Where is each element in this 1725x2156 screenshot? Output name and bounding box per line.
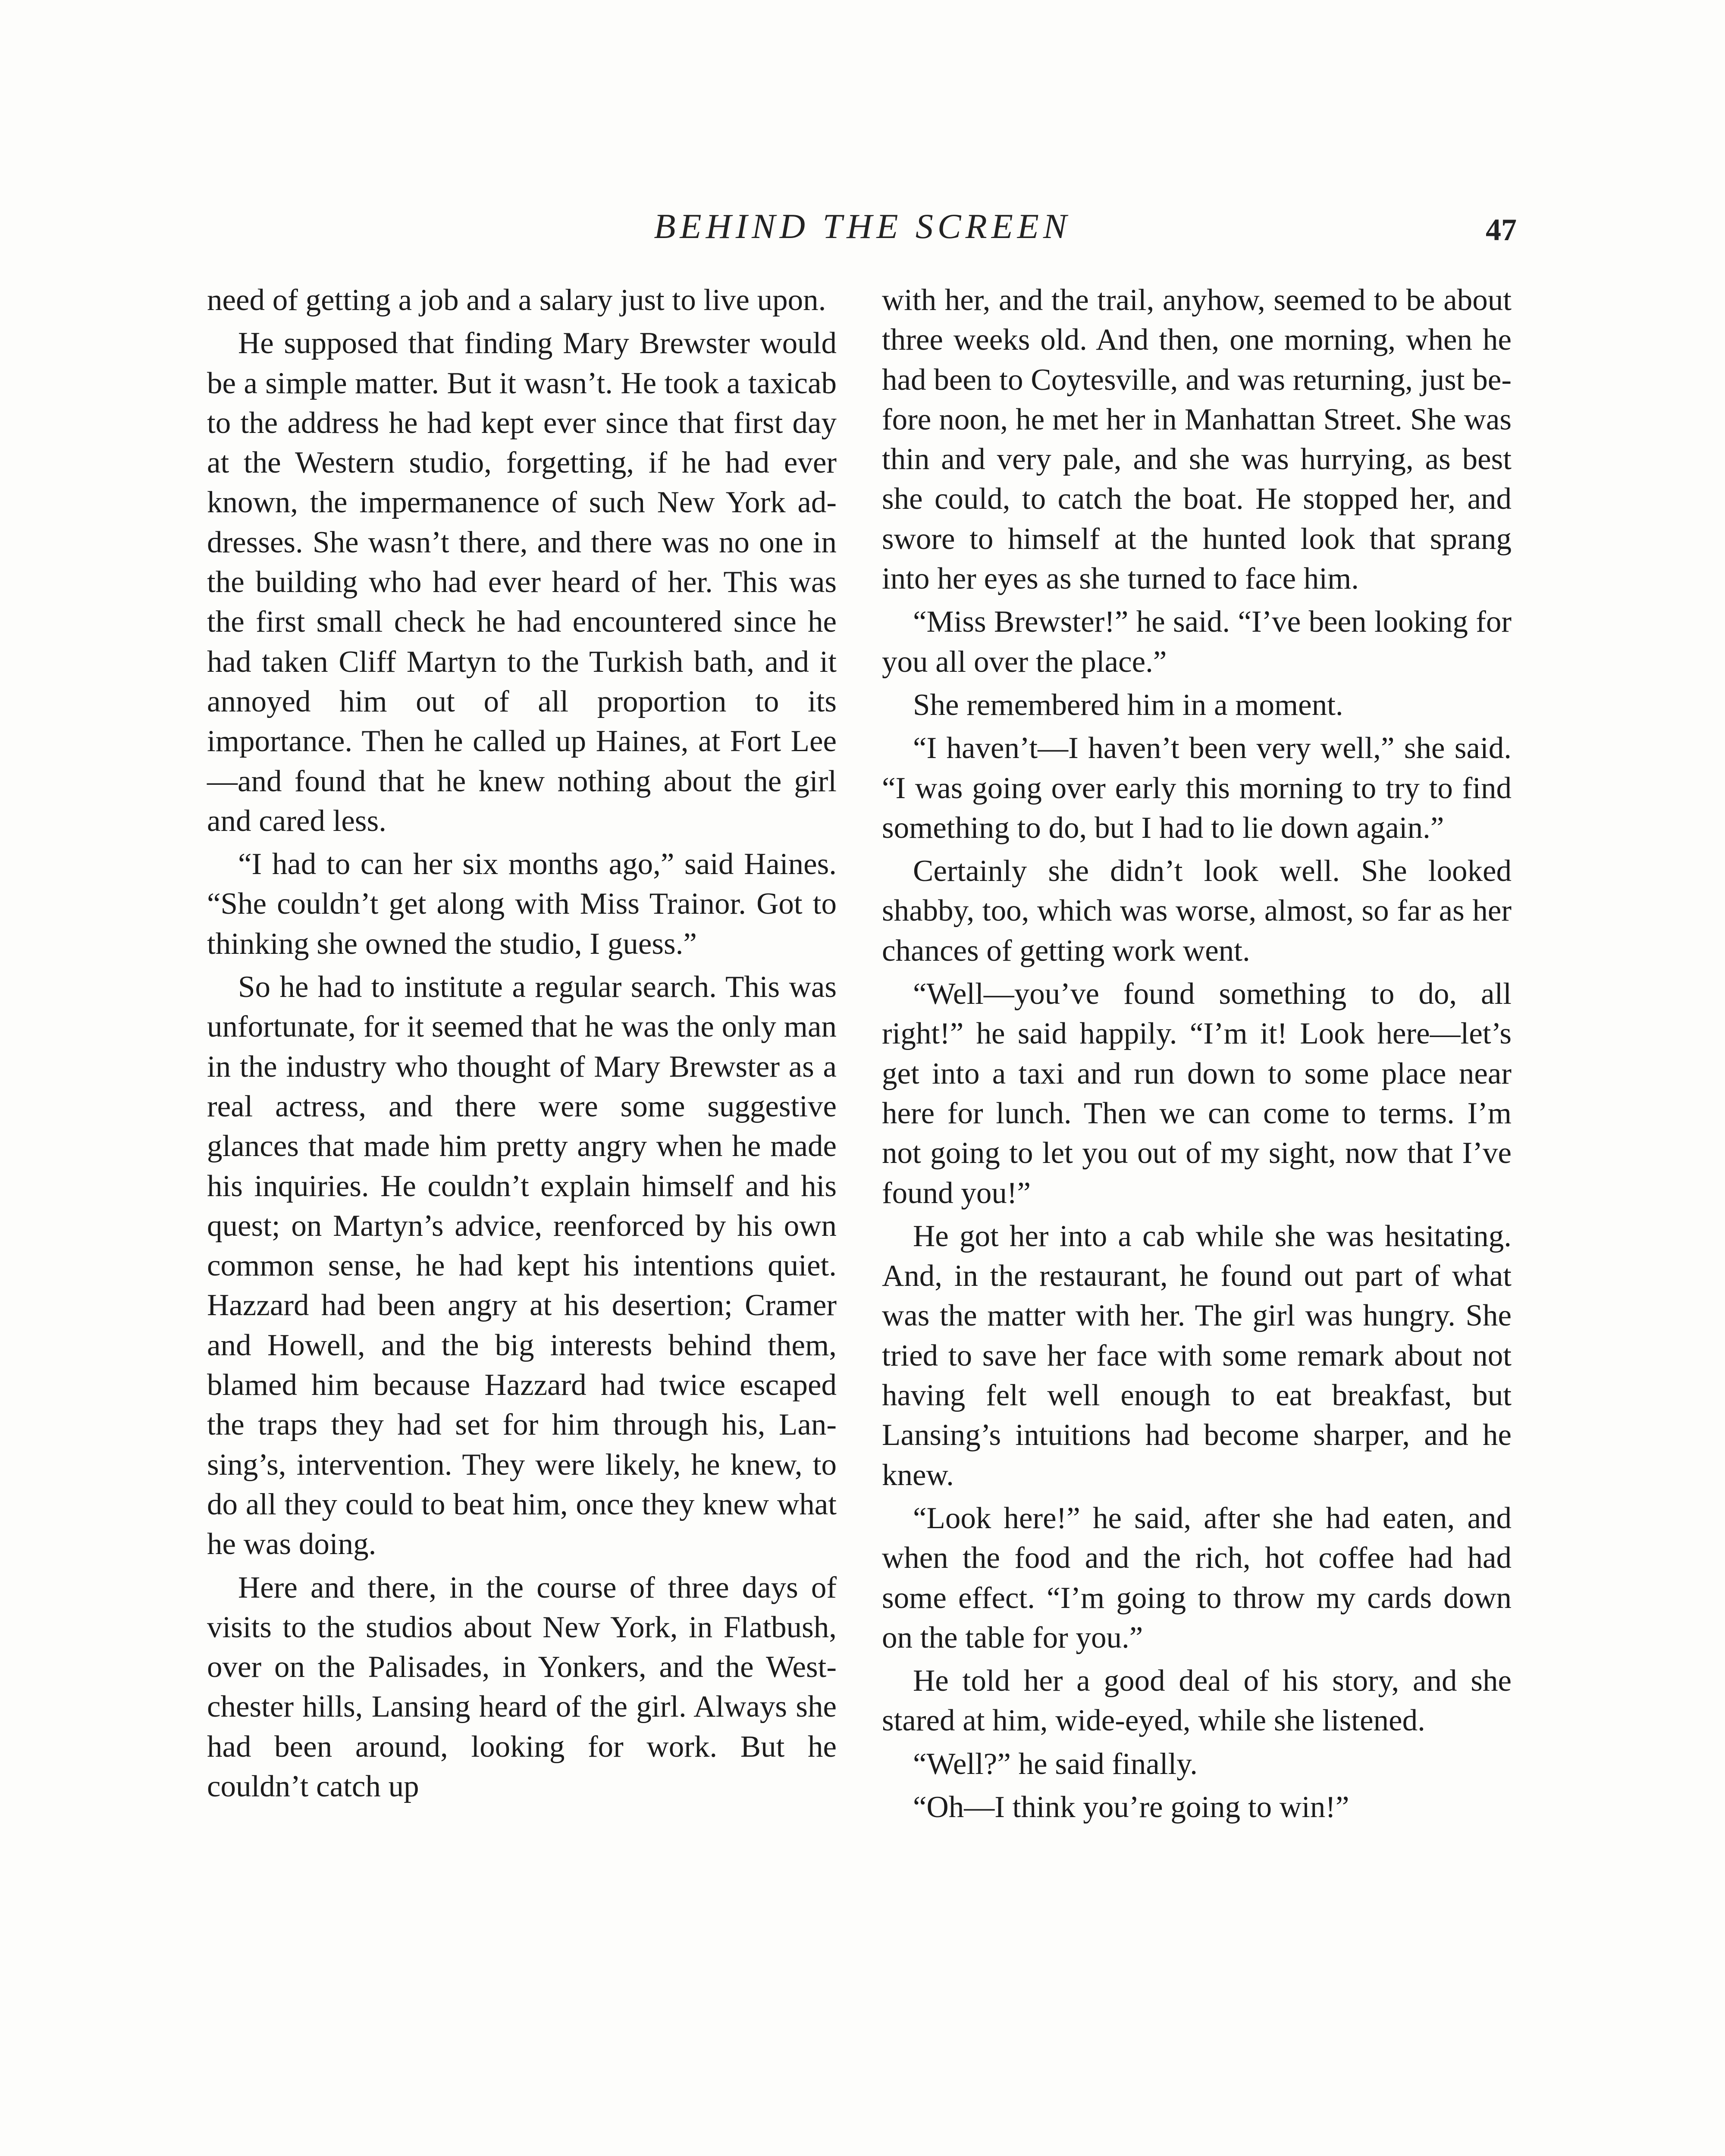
text-column-left [207,280,837,1806]
paragraph: He supposed that finding Mary Brewster would be a simple matter. But it wasn’t. He took a taxicab to the address he had kept ever since that first day at the Western studio, forgetting, if he had ever known, the impermanence of such New York addresses. She wasn’t there, and there was no one in the building who had ever heard of her. This was the first small check he had encountered since he had taken Cliff Martyn to the Turkish bath, and it annoyed him out of all proportion to its importance. Then he called up Haines, at Fort Lee—and found that he knew nothing about the girl and cared less. [207,326,837,838]
paragraph: Certainly she didn’t look well. She looked shabby, too, which was worse, almost, so far as her chances of getting work went. [882,854,1512,968]
paragraph: with her, and the trail, anyhow, seemed to be about three weeks old. And then, one morning, when he had been to Coytesville, and was returning, just before noon, he met her in Manhattan Street. She was thin and very pale, and she was hurrying, as best she could, to catch the boat. He stopped her, and swore to himself at the hunted look that sprang into her eyes as she turned to face him. [882,283,1512,596]
paragraph: So he had to institute a regular search. This was unfortunate, for it seemed that he was the only man in the industry who thought of Mary Brewster as a real actress, and there were some suggestive glances that made him pretty angry when he made his inquiries. He couldn’t explain himself and his quest; on Martyn’s advice, reenforced by his own common sense, he had kept his intentions quiet. Hazzard had been angry at his desertion; Cramer and Howell, and the big interests behind them, blamed him because Hazzard had twice escaped the traps they had set for him through his, Lansing’s, intervention. They were likely, he knew, to do all they could to beat him, once they knew what he was doing. [207,970,837,1561]
paragraph: need of getting a job and a salary just to live upon. [207,283,826,317]
paragraph: He told her a good deal of his story, and she stared at him, wide-eyed, while she listened. [882,1664,1512,1738]
text-column-right [882,280,1512,1827]
paragraph: “Well?” he said finally. [913,1747,1198,1781]
page-number: 47 [1486,213,1517,247]
running-title: BEHIND THE SCREEN [654,207,1071,246]
paragraph: Here and there, in the course of three days of visits to the studios about New York, in Flatbush, over on the Palisades, in Yonkers, and the Westchester hills, Lansing heard of the girl. Always she had been around, looking for work. But he couldn’t catch up [207,1570,837,1803]
paragraph: He got her into a cab while she was hesitating. And, in the restaurant, he found out part of what was the matter with her. The girl was hungry. She tried to save her face with some remark about not having felt well enough to eat breakfast, but Lansing’s intuitions had become sharper, and he knew. [882,1219,1512,1492]
paragraph: “Look here!” he said, after she had eaten, and when the food and the rich, hot coffee had had some effect. “I’m going to throw my cards down on the table for you.” [882,1501,1512,1655]
paragraph: “I had to can her six months ago,” said Haines. “She couldn’t get along with Miss Trainor. Got to thinking she owned the studio, I guess.” [207,847,837,961]
paragraph: “Oh—I think you’re going to win!” [913,1790,1349,1824]
paragraph: “I haven’t—I haven’t been very well,” she said. “I was going over early this morning to try to find something to do, but I had to lie down again.” [882,731,1512,845]
paragraph: She remembered him in a moment. [913,688,1343,722]
running-head [0,206,1725,254]
paragraph: “Miss Brewster!” he said. “I’ve been looking for you all over the place.” [882,605,1512,679]
paragraph: “Well—you’ve found something to do, all right!” he said happily. “I’m it! Look here—let’s get into a taxi and run down to some place near here for lunch. Then we can come to terms. I’m not going to let you out of my sight, now that I’ve found you!” [882,977,1512,1210]
